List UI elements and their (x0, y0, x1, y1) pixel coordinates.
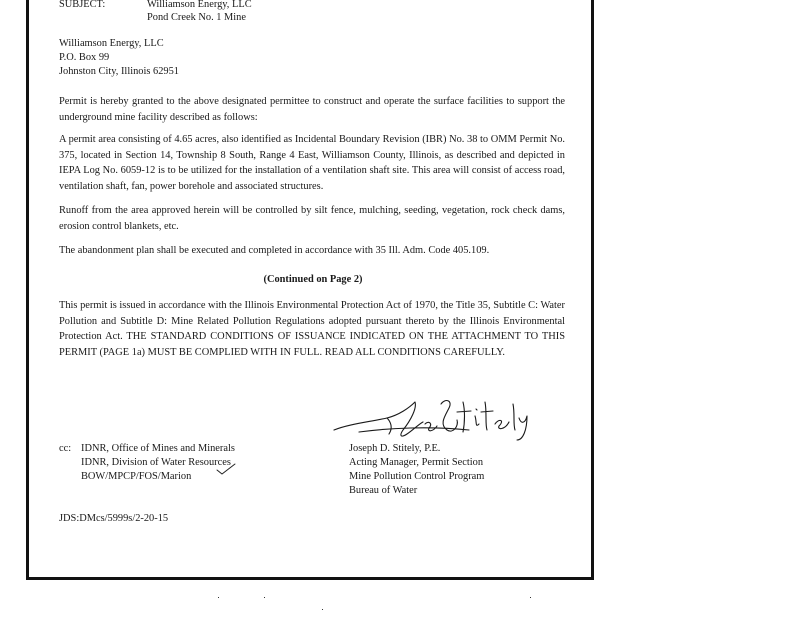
reference-initials: JDS:DMcs/5999s/2-20-15 (59, 513, 169, 524)
paragraph-permit-area: A permit area consisting of 4.65 acres, also identified as Incidental Boundary Revision (IBR) No. 38 to OMM Permit No. 375, located in Section 14, Township 8 South, Range 4 East, Williamson County, Illinois, as described and depicted in IEPA Log No. 6059-12 is to be utilized for the installation of a ventilation shaft site. This area will consist of access road, ventilation shaft, fan, power borehole and associated structures. (59, 134, 565, 192)
subject-line-2: Pond Creek No. 1 Mine (147, 12, 246, 23)
scan-speck (218, 597, 219, 598)
document-page (26, 0, 594, 580)
address-line-3: Johnston City, Illinois 62951 (59, 66, 179, 77)
signature-image (329, 394, 529, 444)
cc-line-2: IDNR, Division of Water Resources (81, 457, 231, 468)
scan-speck (264, 597, 265, 598)
paragraph-runoff: Runoff from the area approved herein will be controlled by silt fence, mulching, seeding, vegetation, rock check dams, erosion control blankets, etc. (59, 205, 565, 232)
checkmark-icon (216, 462, 236, 476)
signatory-name: Joseph D. Stitely, P.E. (349, 443, 441, 454)
paragraph-abandonment: The abandonment plan shall be executed and completed in accordance with 35 Ill. Adm. Code 405.109. (59, 245, 490, 256)
paragraph-conditions: This permit is issued in accordance with the Illinois Environmental Protection Act of 1970, the Title 35, Subtitle C: Water Pollution and Subtitle D: Mine Related Pollution Regulations adopted pursuant thereto by the Illinois Environmental Protection Act. THE STANDARD CONDITIONS OF ISSUANCE INDICATED ON THE ATTACHMENT TO THIS PERMIT (PAGE 1a) MUST BE COMPLIED WITH IN FULL. READ ALL CONDITIONS CAREFULLY. (59, 300, 565, 358)
scan-speck (530, 597, 531, 598)
scan-speck (322, 609, 323, 610)
subject-label: SUBJECT: (59, 0, 106, 10)
address-line-1: Williamson Energy, LLC (59, 38, 164, 49)
signatory-title: Acting Manager, Permit Section (349, 457, 484, 468)
cc-line-1: IDNR, Office of Mines and Minerals (81, 443, 235, 454)
paragraph-grant: Permit is hereby granted to the above designated permittee to construct and operate the surface facilities to support the underground mine facility described as follows: (59, 96, 565, 123)
cc-label: cc: (59, 443, 72, 454)
continued-notice: (Continued on Page 2) (263, 274, 363, 285)
signatory-bureau: Bureau of Water (349, 485, 418, 496)
cc-line-3: BOW/MPCP/FOS/Marion (81, 471, 192, 482)
signatory-program: Mine Pollution Control Program (349, 471, 485, 482)
address-line-2: P.O. Box 99 (59, 52, 110, 63)
subject-line-1: Williamson Energy, LLC (147, 0, 252, 10)
